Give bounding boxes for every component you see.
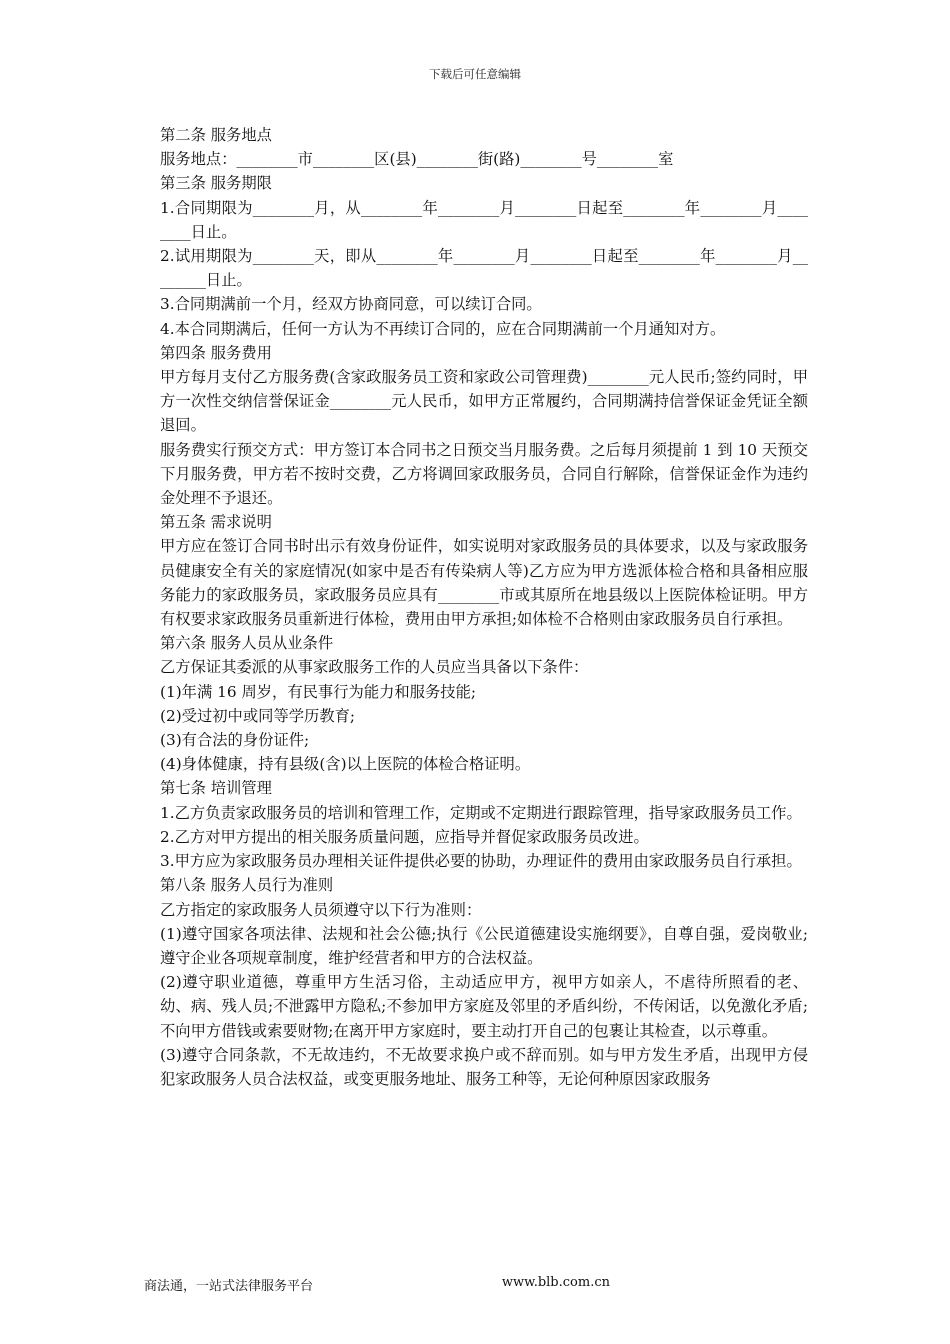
paragraph: 2.试用期限为________天，即从________年________月________日起至________年________月________日止。 <box>160 247 808 290</box>
paragraph: 1.合同期限为________月，从________年________月________日起至________年________月________日止。 <box>160 198 808 241</box>
section-heading: 第二条 服务地点 <box>160 126 272 144</box>
list-item: (2)遵守职业道德，尊重甲方生活习俗，主动适应甲方，视甲方如亲人，不虐待所照看的老、幼、病、残人员;不泄露甲方隐私;不参加甲方家庭及邻里的矛盾纠纷，不传闲话，以免激化矛盾;不向甲方借钱或索要财物;在离开甲方家庭时，要主动打开自己的包裹让其检查，以示尊重。 <box>160 973 808 1040</box>
section-heading: 第七条 培训管理 <box>160 779 272 798</box>
list-item: (1)年满 16 周岁，有民事行为能力和服务技能; <box>160 682 477 701</box>
paragraph: 3.合同期满前一个月，经双方协商同意，可以续订合同。 <box>160 295 542 314</box>
paragraph: 服务地点：________市________区(县)________街(路)________号________室 <box>160 150 674 169</box>
section-heading: 第四条 服务费用 <box>160 343 272 362</box>
list-item: (4)身体健康，持有县级(含)以上医院的体检合格证明。 <box>160 755 531 774</box>
page-footer <box>144 1275 610 1294</box>
paragraph: 甲方每月支付乙方服务费(含家政服务员工资和家政公司管理费)________元人民币;签约同时，甲方一次性交纳信誉保证金________元人民币，如甲方正常履约，合同期满持信誉保证金凭证全额退回。 <box>160 368 808 435</box>
paragraph: 3.甲方应为家政服务员办理相关证件提供必要的协助，办理证件的费用由家政服务员自行承担。 <box>160 852 802 871</box>
paragraph: 2.乙方对甲方提出的相关服务质量问题，应指导并督促家政服务员改进。 <box>160 827 649 846</box>
list-item: (3)有合法的身份证件; <box>160 731 310 750</box>
paragraph: 甲方应在签订合同书时出示有效身份证件，如实说明对家政服务员的具体要求，以及与家政服务员健康安全有关的家庭情况(如家中是否有传染病人等)乙方应为甲方选派体检合格和具备相应服务能力的家政服务员，家政服务员应具有________市或其原所在地县级以上医院体检证明。甲方有权要求家政服务员重新进行体检，费用由甲方承担;如体检不合格则由家政服务员自行承担。 <box>160 537 808 629</box>
footer-website: www.blb.com.cn <box>501 1275 610 1290</box>
paragraph: 服务费实行预交方式：甲方签订本合同书之日预交当月服务费。之后每月须提前 1 到 10 天预交下月服务费，甲方若不按时交费，乙方将调回家政服务员，合同自行解除，信誉保证金作为违约金处理不予退还。 <box>160 440 808 508</box>
paragraph: 乙方保证其委派的从事家政服务工作的人员应当具备以下条件： <box>160 658 589 677</box>
list-item: (3)遵守合同条款，不无故违约，不无故要求换户或不辞而别。如与甲方发生矛盾，出现甲方侵犯家政服务人员合法权益，或变更服务地址、服务工种等，无论何种原因家政服务 <box>160 1045 808 1088</box>
contract-body <box>144 123 808 1091</box>
paragraph: 乙方指定的家政服务人员须遵守以下行为准则： <box>160 900 482 919</box>
paragraph: 1.乙方负责家政服务员的培训和管理工作，定期或不定期进行跟踪管理，指导家政服务员工作。 <box>160 803 802 822</box>
section-heading: 第六条 服务人员从业条件 <box>160 634 334 653</box>
page-header-note: 下载后可任意编辑 <box>429 67 521 81</box>
list-item: (2)受过初中或同等学历教育; <box>160 706 356 725</box>
section-heading: 第八条 服务人员行为准则 <box>160 876 334 895</box>
section-heading: 第三条 服务期限 <box>160 174 272 193</box>
paragraph: 4.本合同期满后，任何一方认为不再续订合同的，应在合同期满前一个月通知对方。 <box>160 319 726 338</box>
footer-platform-name: 商法通，一站式法律服务平台 <box>144 1279 314 1294</box>
list-item: (1)遵守国家各项法律、法规和社会公德;执行《公民道德建设实施纲要》，自尊自强，爱岗敬业;遵守企业各项规章制度，维护经营者和甲方的合法权益。 <box>160 924 808 967</box>
section-heading: 第五条 需求说明 <box>160 513 272 532</box>
